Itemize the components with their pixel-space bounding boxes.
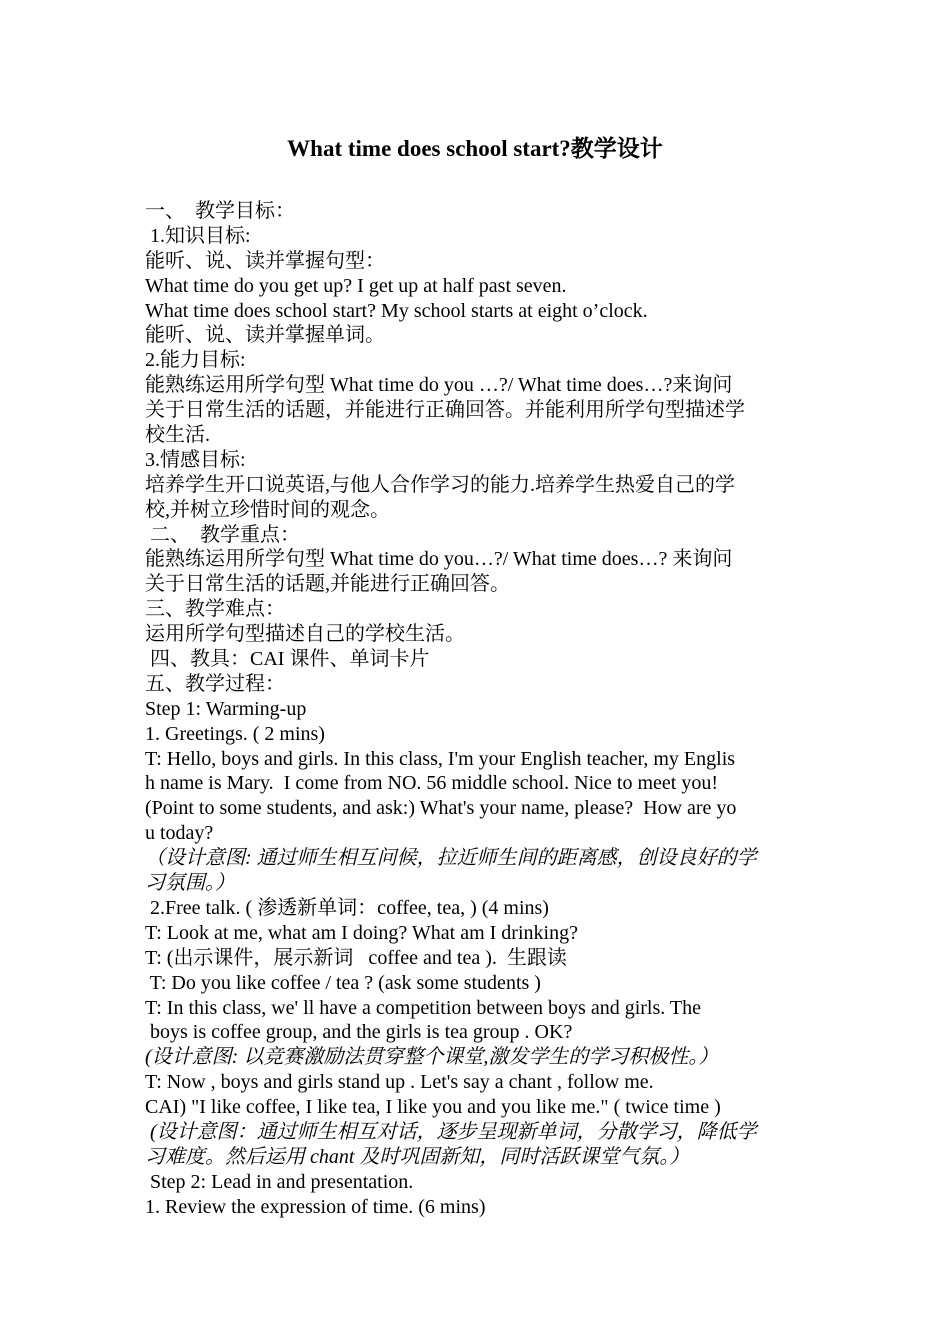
text-line: 能熟练运用所学句型 What time do you …?/ What time does…?来询问 (145, 374, 733, 397)
text-line: 3.情感目标: (145, 448, 246, 471)
text-line: 四、教具：CAI 课件、单词卡片 (145, 648, 430, 671)
text-line: 关于日常生活的话题，并能进行正确回答。并能利用所学句型描述学 (145, 399, 745, 422)
design-note-line: 习氛围。） (145, 872, 235, 895)
design-note-line: (设计意图: 以竞赛激励法贯穿整个课堂,激发学生的学习积极性。） (145, 1046, 719, 1069)
text-line: 能熟练运用所学句型 What time do you…?/ What time does…? 来询问 (145, 548, 733, 571)
text-line: 1. Review the expression of time. (6 mins) (145, 1195, 486, 1218)
text-line: 一、 教学目标： (145, 200, 295, 222)
text-line: 校,并树立珍惜时间的观念。 (145, 498, 390, 521)
text-line: Step 1: Warming-up (145, 697, 307, 720)
text-line: T: (出示课件，展示新词 coffee and tea ). 生跟读 (145, 946, 567, 969)
text-line: 校生活. (145, 424, 210, 447)
text-line: boys is coffee group, and the girls is tea group . OK? (145, 1021, 573, 1044)
text-line: 三、教学难点： (145, 598, 285, 621)
text-line: u today? (145, 822, 214, 845)
text-line: What time does school start? My school starts at eight o’clock. (145, 299, 648, 322)
text-line: 能听、说、读并掌握句型： (145, 249, 385, 272)
text-line: 运用所学句型描述自己的学校生活。 (145, 623, 465, 646)
text-line: (Point to some students, and ask:) What's your name, please? How are yo (145, 797, 737, 820)
text-line: T: Do you like coffee / tea ? (ask some students ) (145, 971, 541, 994)
document-title: What time does school start?教学设计 (287, 136, 663, 161)
text-line: 二、 教学重点： (145, 523, 300, 546)
text-line: 培养学生开口说英语,与他人合作学习的能力.培养学生热爱自己的学 (145, 473, 735, 496)
text-line: T: In this class, we' ll have a competition between boys and girls. The (145, 996, 701, 1019)
design-note-line: (设计意图：通过师生相互对话，逐步呈现新单词，分散学习，降低学 (145, 1120, 757, 1143)
text-line: 1.知识目标: (145, 224, 251, 247)
design-note-line: 习难度。然后运用 chant 及时巩固新知，同时活跃课堂气氛。） (145, 1145, 690, 1168)
text-line: 关于日常生活的话题,并能进行正确回答。 (145, 573, 510, 596)
text-line: T: Now , boys and girls stand up . Let's say a chant , follow me. (145, 1071, 654, 1094)
text-line: What time do you get up? I get up at half past seven. (145, 274, 567, 297)
text-line: 1. Greetings. ( 2 mins) (145, 722, 325, 745)
text-line: 2.Free talk. ( 渗透新单词：coffee, tea, ) (4 mins) (145, 896, 549, 919)
design-note-line: （设计意图: 通过师生相互问候，拉近师生间的距离感，创设良好的学 (145, 847, 757, 870)
text-line: 五、教学过程： (145, 672, 285, 695)
text-line: h name is Mary. I come from NO. 56 middle school. Nice to meet you! (145, 772, 719, 795)
text-line: T: Hello, boys and girls. In this class, I'm your English teacher, my Englis (145, 747, 736, 770)
text-line: 2.能力目标: (145, 349, 246, 372)
text-line: 能听、说、读并掌握单词。 (145, 324, 385, 347)
text-line: T: Look at me, what am I doing? What am I drinking? (145, 921, 578, 944)
document-body (145, 199, 815, 1220)
text-line: Step 2: Lead in and presentation. (145, 1170, 414, 1193)
text-line: CAI) "I like coffee, I like tea, I like you and you like me." ( twice time ) (145, 1096, 721, 1119)
